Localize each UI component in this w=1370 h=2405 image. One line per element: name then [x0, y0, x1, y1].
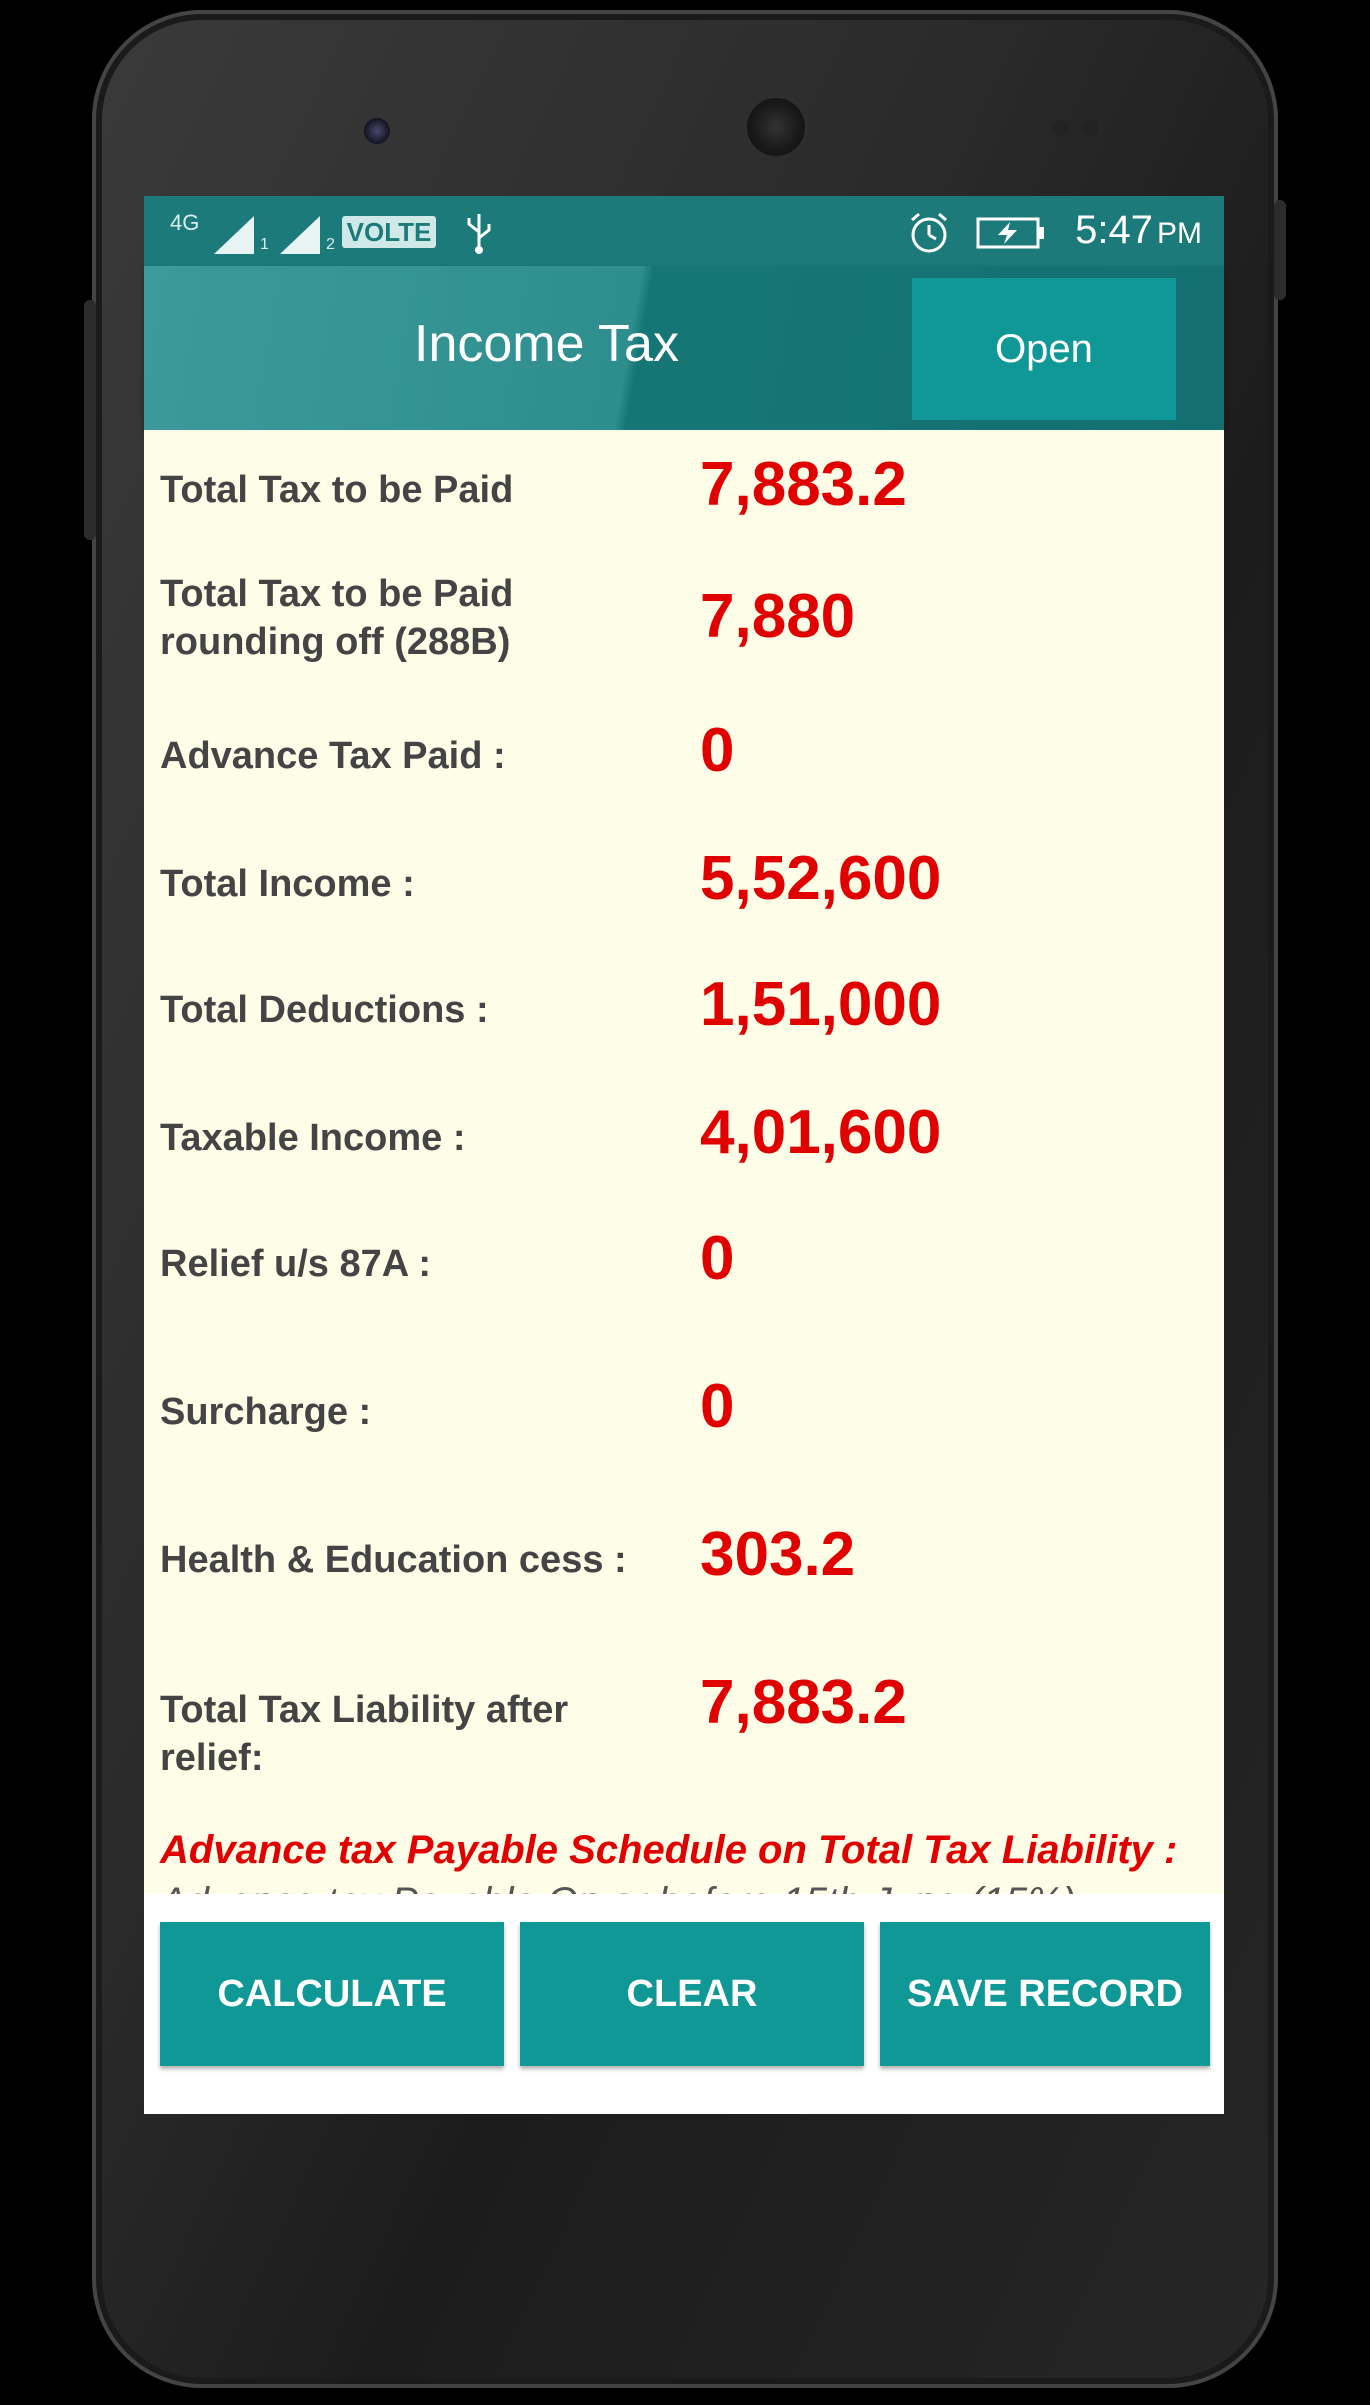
usb-icon [464, 210, 494, 254]
volume-button [84, 300, 96, 540]
row-label: Total Tax to be Paid [160, 469, 514, 511]
row-value: 7,883.2 [700, 450, 907, 519]
proximity-sensor [1052, 120, 1068, 136]
row-value: 0 [700, 1372, 735, 1441]
earpiece-speaker [747, 98, 805, 156]
screen [144, 196, 1224, 2114]
row-value: 0 [700, 716, 735, 785]
row-value: 1,51,000 [700, 970, 942, 1039]
row-value: 0 [700, 1224, 735, 1293]
action-bar [144, 1894, 1224, 2114]
app-title: Income Tax [414, 315, 679, 373]
time-value: 5:47 [1075, 208, 1153, 252]
signal-icon-sim2 [280, 216, 330, 254]
row-value: 7,883.2 [700, 1668, 907, 1737]
volte-badge: VOLTE [342, 216, 436, 248]
row-label: Total Tax Liability after relief: [160, 1689, 569, 1779]
status-bar [144, 196, 1224, 266]
row-label: Taxable Income : [160, 1117, 466, 1159]
results-panel[interactable] [144, 430, 1224, 1894]
time-ampm: PM [1157, 217, 1202, 250]
row-label: Surcharge : [160, 1391, 372, 1433]
network-type: 4G [170, 210, 200, 235]
sim2-label: 2 [326, 236, 335, 253]
battery-charging-icon [976, 216, 1046, 250]
light-sensor [1082, 120, 1098, 136]
front-camera [364, 118, 390, 144]
calculate-button[interactable]: CALCULATE [160, 1922, 504, 2066]
alarm-icon [906, 210, 952, 256]
row-label: Advance Tax Paid : [160, 735, 506, 777]
row-value: 7,880 [700, 582, 856, 651]
app-bar [144, 266, 1224, 430]
open-button[interactable]: Open [912, 278, 1176, 420]
schedule-title: Advance tax Payable Schedule on Total Tax Liability : [160, 1828, 1178, 1872]
row-value: 5,52,600 [700, 844, 942, 913]
row-label: Total Income : [160, 863, 415, 905]
save-record-button[interactable]: SAVE RECORD [880, 1922, 1210, 2066]
power-button [1274, 200, 1286, 300]
sim1-label: 1 [260, 236, 269, 253]
clear-button[interactable]: CLEAR [520, 1922, 864, 2066]
row-value: 303.2 [700, 1520, 856, 1589]
signal-icon-sim1 [214, 216, 264, 254]
row-label: Total Tax to be Paid rounding off (288B) [160, 573, 514, 663]
row-label: Relief u/s 87A : [160, 1243, 432, 1285]
row-label: Health & Education cess : [160, 1539, 627, 1581]
row-label: Total Deductions : [160, 989, 489, 1031]
row-value: 4,01,600 [700, 1098, 942, 1167]
status-time [1075, 208, 1202, 253]
